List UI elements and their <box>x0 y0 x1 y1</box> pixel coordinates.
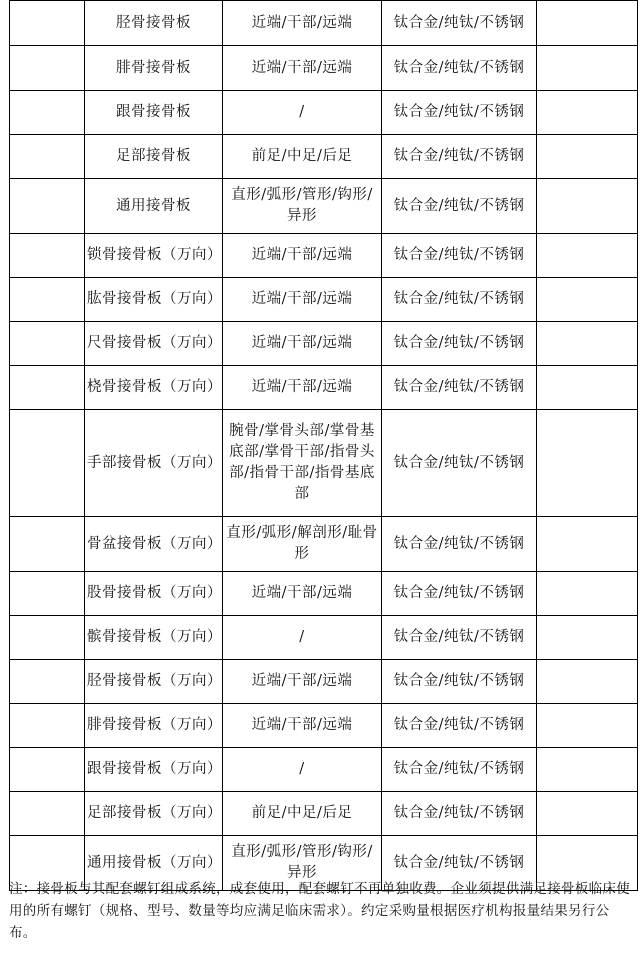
site-cell: 近端/干部/远端 <box>223 660 382 704</box>
empty-cell <box>10 135 85 179</box>
site-cell: 直形/弧形/管形/钩形/异形 <box>223 179 382 234</box>
empty-cell <box>10 179 85 234</box>
table-row <box>10 1 638 46</box>
product-name-cell: 锁骨接骨板（万向） <box>85 234 223 278</box>
material-cell: 钛合金/纯钛/不锈钢 <box>382 704 537 748</box>
site-cell: 近端/干部/远端 <box>223 366 382 410</box>
empty-cell <box>537 792 638 836</box>
material-cell: 钛合金/纯钛/不锈钢 <box>382 792 537 836</box>
material-cell: 钛合金/纯钛/不锈钢 <box>382 836 537 891</box>
table-row <box>10 91 638 135</box>
material-cell: 钛合金/纯钛/不锈钢 <box>382 660 537 704</box>
product-name-cell: 股骨接骨板（万向） <box>85 572 223 616</box>
product-name-cell: 足部接骨板 <box>85 135 223 179</box>
material-cell: 钛合金/纯钛/不锈钢 <box>382 517 537 572</box>
empty-cell <box>10 616 85 660</box>
table-row <box>10 366 638 410</box>
site-cell: 腕骨/掌骨头部/掌骨基底部/掌骨干部/指骨头部/指骨干部/指骨基底部 <box>223 410 382 517</box>
site-cell: 直形/弧形/解剖形/耻骨形 <box>223 517 382 572</box>
material-cell: 钛合金/纯钛/不锈钢 <box>382 366 537 410</box>
site-cell: 近端/干部/远端 <box>223 322 382 366</box>
table-row <box>10 748 638 792</box>
table-row <box>10 572 638 616</box>
empty-cell <box>537 46 638 91</box>
material-cell: 钛合金/纯钛/不锈钢 <box>382 410 537 517</box>
product-name-cell: 骨盆接骨板（万向） <box>85 517 223 572</box>
product-name-cell: 胫骨接骨板（万向） <box>85 660 223 704</box>
footnote: 注：接骨板与其配套螺钉组成系统，成套使用，配套螺钉不再单独收费。企业须提供满足接骨板临床使用的所有螺钉（规格、型号、数量等均应满足临床需求）。约定采购量根据医疗机构报量结果另行公布。 <box>9 881 630 941</box>
empty-cell <box>537 517 638 572</box>
site-cell: 近端/干部/远端 <box>223 46 382 91</box>
product-name-cell: 手部接骨板（万向） <box>85 410 223 517</box>
table-row <box>10 278 638 322</box>
table-row <box>10 616 638 660</box>
material-cell: 钛合金/纯钛/不锈钢 <box>382 322 537 366</box>
material-cell: 钛合金/纯钛/不锈钢 <box>382 278 537 322</box>
empty-cell <box>537 748 638 792</box>
product-name-cell: 肱骨接骨板（万向） <box>85 278 223 322</box>
product-table <box>9 0 638 891</box>
site-cell: 前足/中足/后足 <box>223 135 382 179</box>
table-row <box>10 179 638 234</box>
empty-cell <box>10 1 85 46</box>
table-row <box>10 517 638 572</box>
empty-cell <box>537 572 638 616</box>
empty-cell <box>537 135 638 179</box>
product-name-cell: 足部接骨板（万向） <box>85 792 223 836</box>
empty-cell <box>537 410 638 517</box>
site-cell: 近端/干部/远端 <box>223 572 382 616</box>
material-cell: 钛合金/纯钛/不锈钢 <box>382 46 537 91</box>
product-name-cell: 跟骨接骨板（万向） <box>85 748 223 792</box>
empty-cell <box>10 660 85 704</box>
empty-cell <box>10 91 85 135</box>
empty-cell <box>10 704 85 748</box>
empty-cell <box>537 660 638 704</box>
empty-cell <box>10 322 85 366</box>
material-cell: 钛合金/纯钛/不锈钢 <box>382 234 537 278</box>
table-row <box>10 234 638 278</box>
product-name-cell: 胫骨接骨板 <box>85 1 223 46</box>
product-name-cell: 通用接骨板 <box>85 179 223 234</box>
material-cell: 钛合金/纯钛/不锈钢 <box>382 179 537 234</box>
empty-cell <box>10 572 85 616</box>
empty-cell <box>537 704 638 748</box>
empty-cell <box>537 278 638 322</box>
table-row <box>10 322 638 366</box>
empty-cell <box>10 748 85 792</box>
empty-cell <box>10 234 85 278</box>
material-cell: 钛合金/纯钛/不锈钢 <box>382 135 537 179</box>
material-cell: 钛合金/纯钛/不锈钢 <box>382 616 537 660</box>
product-name-cell: 通用接骨板（万向） <box>85 836 223 891</box>
empty-cell <box>10 410 85 517</box>
table-row <box>10 46 638 91</box>
site-cell: 近端/干部/远端 <box>223 278 382 322</box>
empty-cell <box>537 179 638 234</box>
empty-cell <box>537 91 638 135</box>
product-name-cell: 尺骨接骨板（万向） <box>85 322 223 366</box>
site-cell: / <box>223 616 382 660</box>
product-name-cell: 腓骨接骨板（万向） <box>85 704 223 748</box>
empty-cell <box>537 1 638 46</box>
table-row <box>10 410 638 517</box>
empty-cell <box>537 366 638 410</box>
site-cell: 近端/干部/远端 <box>223 234 382 278</box>
site-cell: 直形/弧形/管形/钩形/异形 <box>223 836 382 891</box>
site-cell: / <box>223 748 382 792</box>
product-name-cell: 跟骨接骨板 <box>85 91 223 135</box>
empty-cell <box>10 278 85 322</box>
table-row <box>10 660 638 704</box>
material-cell: 钛合金/纯钛/不锈钢 <box>382 91 537 135</box>
empty-cell <box>10 792 85 836</box>
empty-cell <box>537 322 638 366</box>
empty-cell <box>10 366 85 410</box>
empty-cell <box>10 517 85 572</box>
product-name-cell: 腓骨接骨板 <box>85 46 223 91</box>
table-row <box>10 135 638 179</box>
site-cell: 近端/干部/远端 <box>223 1 382 46</box>
table-row <box>10 792 638 836</box>
empty-cell <box>537 616 638 660</box>
material-cell: 钛合金/纯钛/不锈钢 <box>382 572 537 616</box>
material-cell: 钛合金/纯钛/不锈钢 <box>382 1 537 46</box>
empty-cell <box>537 234 638 278</box>
site-cell: 近端/干部/远端 <box>223 704 382 748</box>
empty-cell <box>10 46 85 91</box>
table-row <box>10 704 638 748</box>
product-name-cell: 桡骨接骨板（万向） <box>85 366 223 410</box>
material-cell: 钛合金/纯钛/不锈钢 <box>382 748 537 792</box>
site-cell: 前足/中足/后足 <box>223 792 382 836</box>
site-cell: / <box>223 91 382 135</box>
product-name-cell: 髌骨接骨板（万向） <box>85 616 223 660</box>
